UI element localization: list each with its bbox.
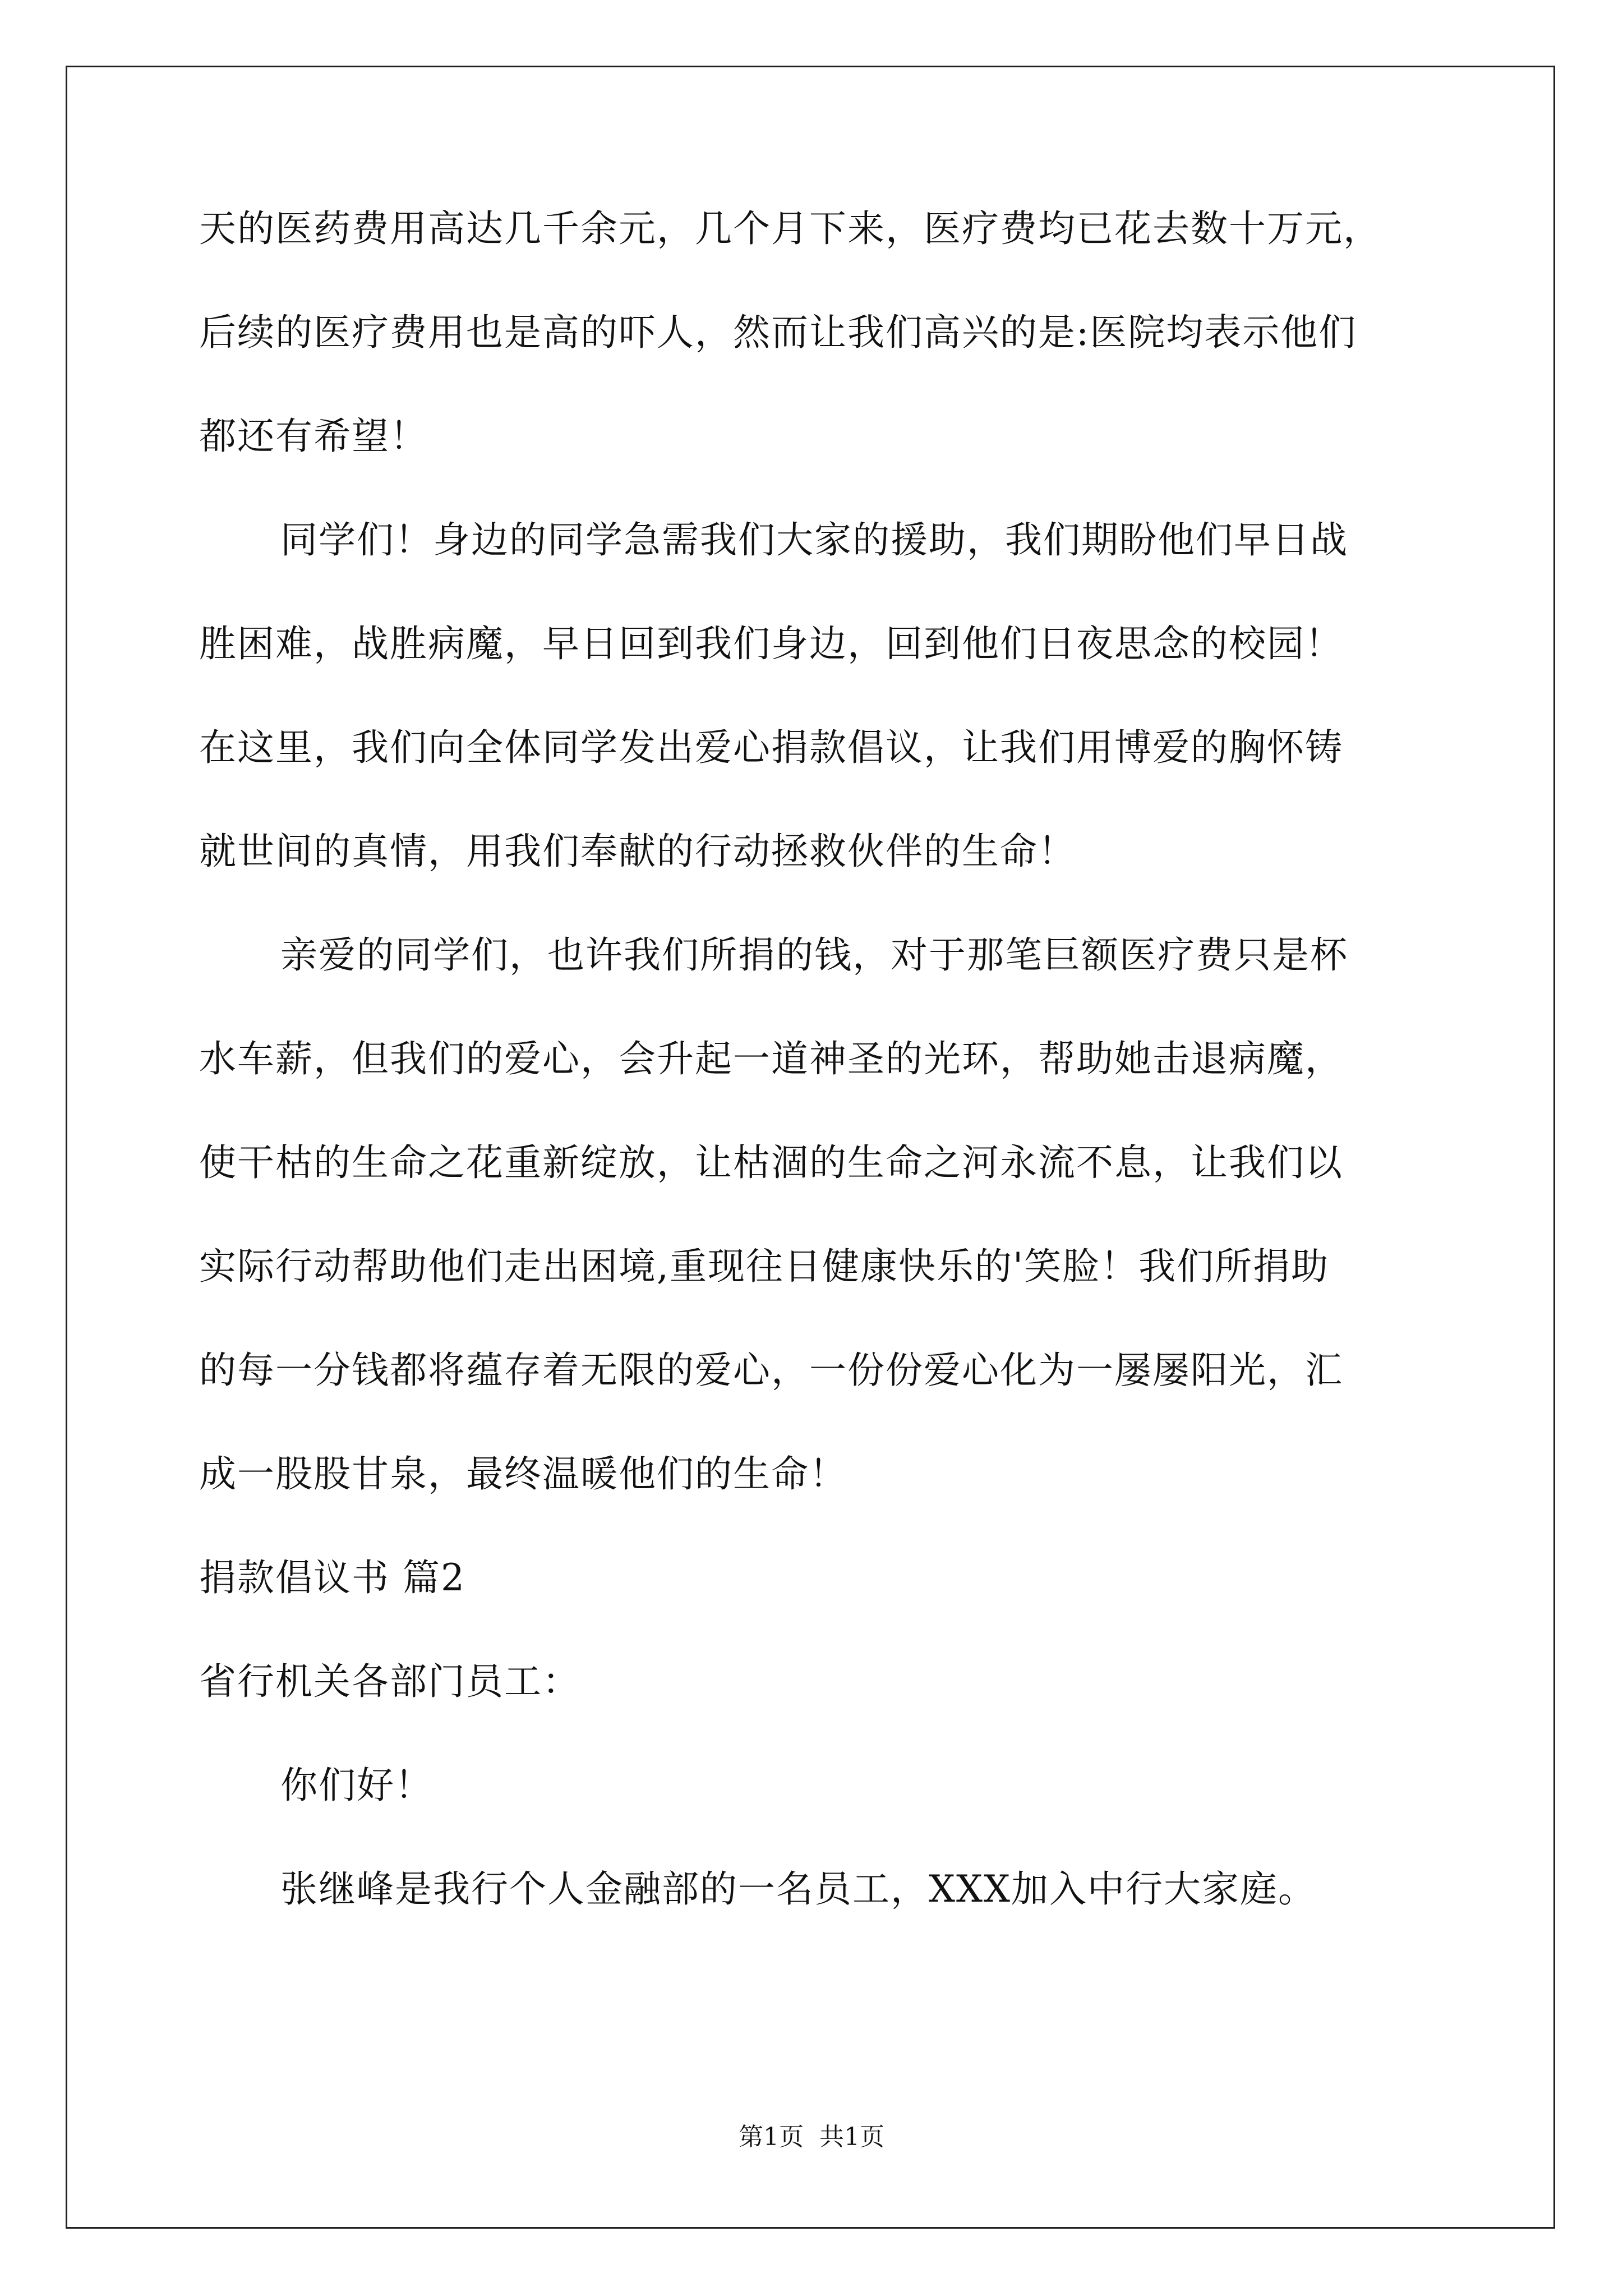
text-line: 都还有希望！ [199,415,428,458]
text-line: 后续的医疗费用也是高的吓人，然而让我们高兴的是:医院均表示他们 [199,311,1357,354]
text-line: 在这里，我们向全体同学发出爱心捐款倡议，让我们用博爱的胸怀铸 [199,726,1343,769]
salutation: 省行机关各部门员工： [199,1660,580,1703]
text-line: 同学们！身边的同学急需我们大家的援助，我们期盼他们早日战 [280,518,1348,562]
text-line: 的每一分钱都将蕴存着无限的爱心，一份份爱心化为一屡屡阳光，汇 [199,1349,1343,1392]
section-heading: 捐款倡议书 篇2 [199,1556,465,1599]
text-line: 实际行动帮助他们走出困境,重现往日健康快乐的'笑脸！我们所捐助 [199,1245,1330,1288]
page-footer: 第1页 共1页 [739,2123,884,2151]
text-line: 水车薪，但我们的爱心，会升起一道神圣的光环，帮助她击退病魔， [199,1037,1343,1080]
text-line: 成一股股甘泉，最终温暖他们的生命！ [199,1452,847,1496]
text-line: 张继峰是我行个人金融部的一名员工，XXX加入中行大家庭。 [280,1867,1316,1911]
greeting: 你们好！ [280,1764,433,1807]
text-line: 使干枯的生命之花重新绽放，让枯涸的生命之河永流不息，让我们以 [199,1141,1343,1184]
text-line: 就世间的真情，用我们奉献的行动拯救伙伴的生命！ [199,830,1076,873]
text-line: 胜困难，战胜病魔，早日回到我们身边，回到他们日夜思念的校园！ [199,622,1343,665]
text-line: 亲爱的同学们，也许我们所捐的钱，对于那笔巨额医疗费只是杯 [280,933,1348,977]
document-body [199,208,1422,1972]
text-line: 天的医药费用高达几千余元，几个月下来，医疗费均已花去数十万元， [199,207,1381,250]
